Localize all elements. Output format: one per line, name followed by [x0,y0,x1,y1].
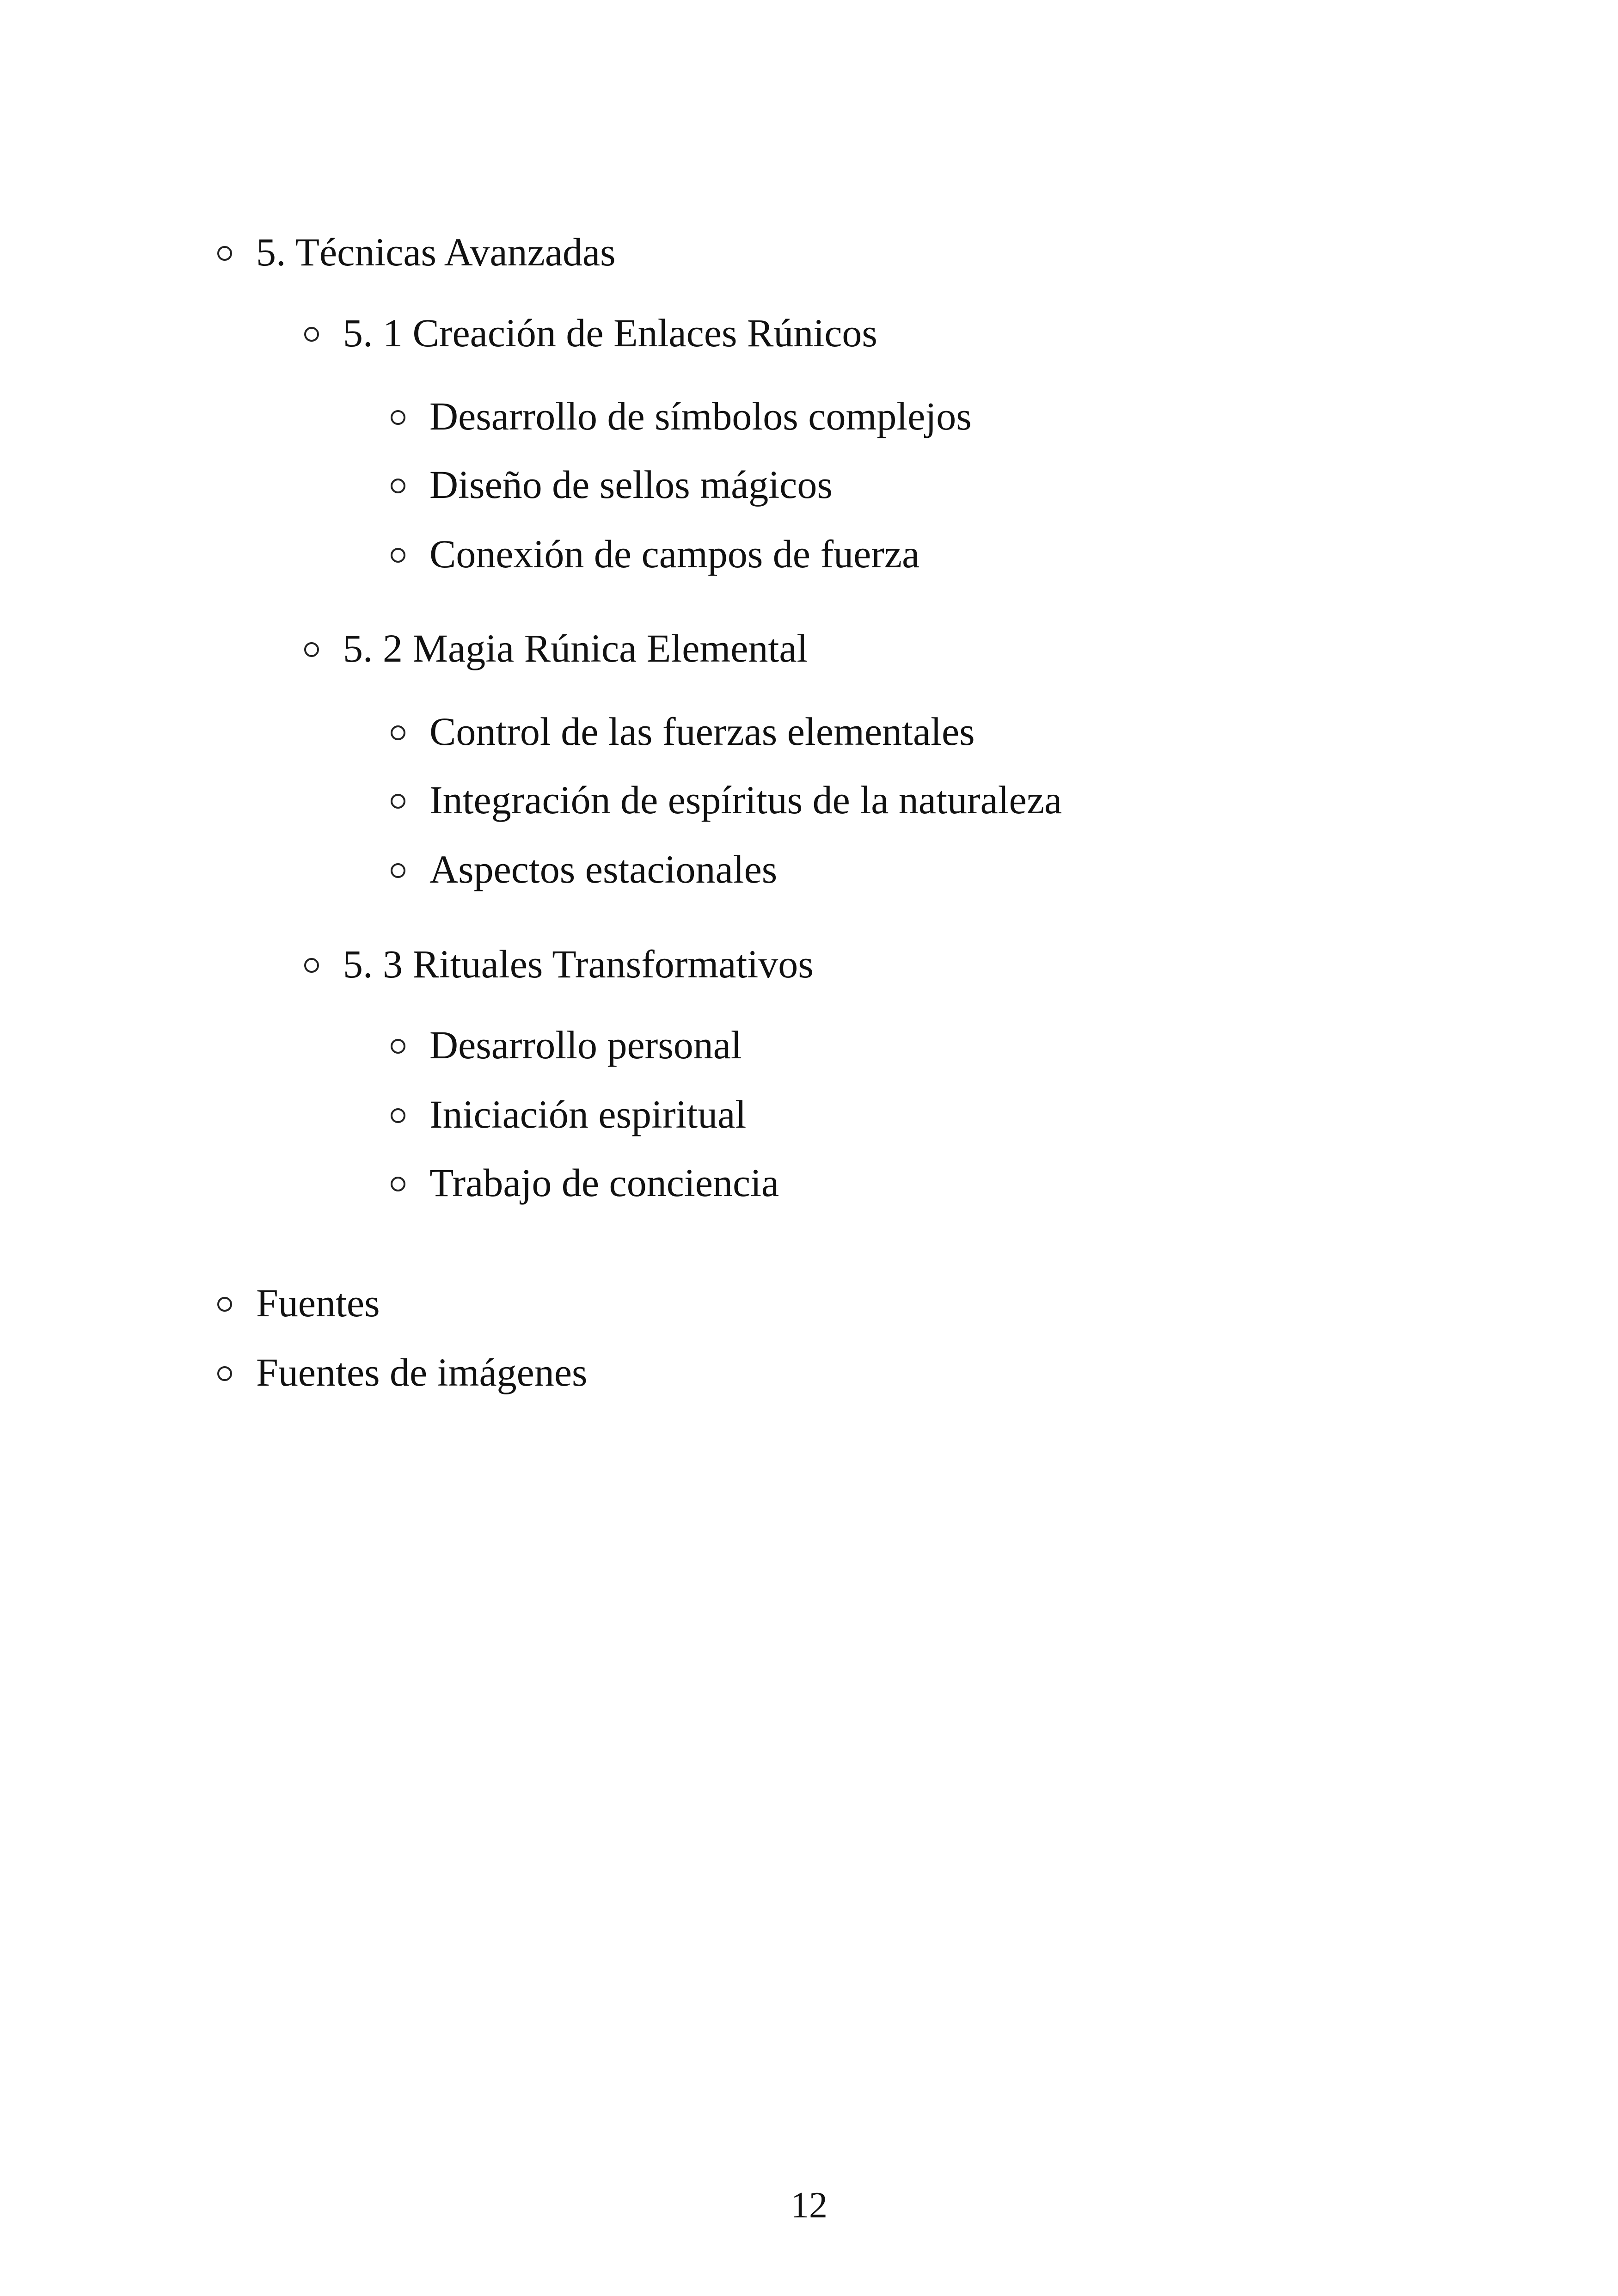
toc-item-section-5-3-b[interactable] [391,1091,746,1137]
toc-item-label: 5. Técnicas Avanzadas [256,230,616,274]
toc-item-fuentes-imagenes[interactable] [217,1349,587,1395]
toc-item-label: 5. 2 Magia Rúnica Elemental [343,626,808,670]
open-circle-icon [391,1108,405,1123]
open-circle-icon [391,548,405,563]
open-circle-icon [391,479,405,493]
page-number: 12 [791,2185,827,2226]
toc-item-section-5-1-a[interactable] [391,393,972,439]
open-circle-icon [391,794,405,809]
toc-item-label: Aspectos estacionales [429,847,778,891]
toc-item-label: Conexión de campos de fuerza [429,532,920,576]
open-circle-icon [304,327,319,342]
toc-item-section-5-3-c[interactable] [391,1160,779,1206]
toc-item-label: Desarrollo de símbolos complejos [429,394,972,438]
toc-item-label: Trabajo de conciencia [429,1160,779,1205]
open-circle-icon [391,863,405,878]
toc-item-label: Iniciación espiritual [429,1092,747,1136]
toc-item-section-5-2-c[interactable] [391,846,777,892]
toc-item-fuentes[interactable] [217,1280,380,1326]
open-circle-icon [217,246,232,261]
open-circle-icon [391,725,405,740]
open-circle-icon [304,642,319,657]
toc-item-section-5-2[interactable] [304,625,808,671]
toc-item-section-5-3-a[interactable] [391,1022,742,1068]
open-circle-icon [391,410,405,425]
toc-item-label: Integración de espíritus de la naturaleza [429,778,1062,822]
toc-item-label: Diseño de sellos mágicos [429,462,833,507]
toc-item-section-5-1[interactable] [304,310,877,356]
open-circle-icon [391,1177,405,1191]
toc-item-label: Fuentes de imágenes [256,1350,588,1394]
toc-item-section-5-3[interactable] [304,941,814,987]
toc-item-section-5-2-b[interactable] [391,777,1062,823]
open-circle-icon [304,958,319,973]
open-circle-icon [217,1297,232,1312]
toc-item-label: Fuentes [256,1281,380,1325]
toc-item-label: 5. 3 Rituales Transformativos [343,942,814,986]
open-circle-icon [217,1366,232,1381]
open-circle-icon [391,1039,405,1054]
toc-item-section-5[interactable] [217,229,616,275]
toc-item-section-5-2-a[interactable] [391,708,975,755]
toc-item-section-5-1-b[interactable] [391,461,833,508]
toc-item-section-5-1-c[interactable] [391,531,919,577]
toc-item-label: 5. 1 Creación de Enlaces Rúnicos [343,311,877,355]
toc-item-label: Desarrollo personal [429,1023,742,1067]
toc-item-label: Control de las fuerzas elementales [429,709,975,754]
